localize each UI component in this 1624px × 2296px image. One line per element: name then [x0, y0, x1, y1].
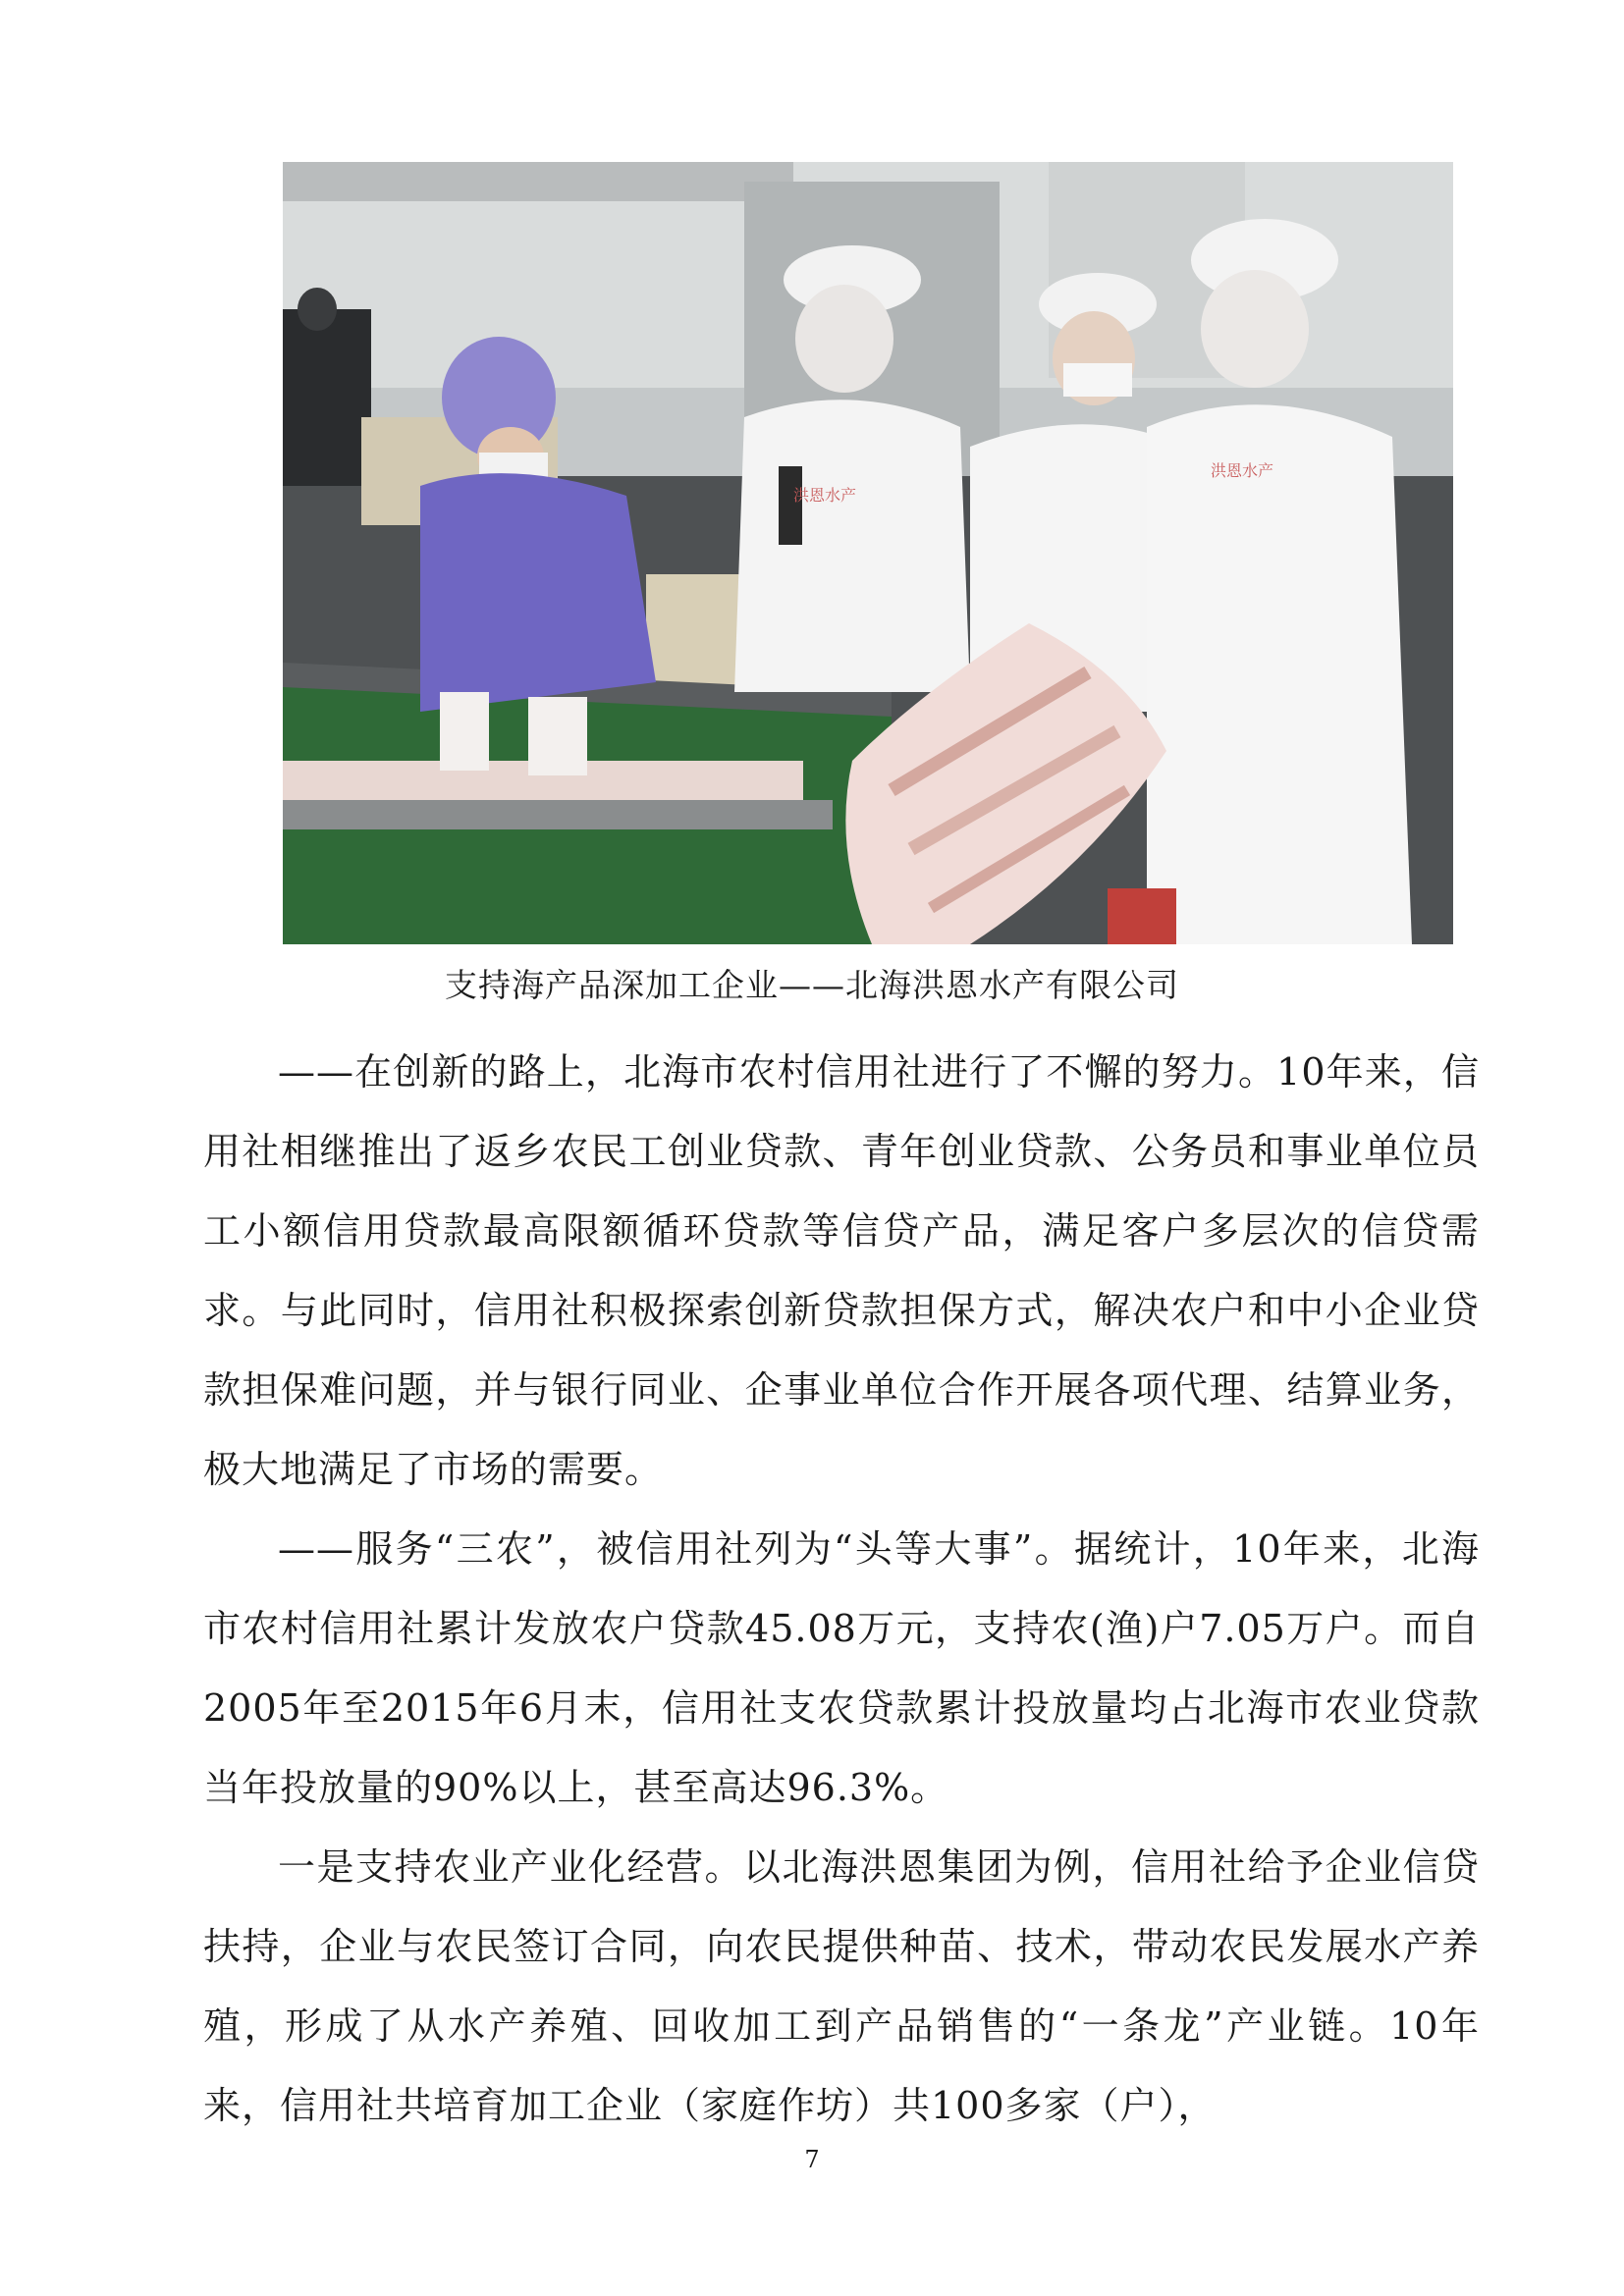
- paragraph-innovation: ——在创新的路上，北海市农村信用社进行了不懈的努力。10年来，信用社相继推出了返乡农民工创业贷款、青年创业贷款、公务员和事业单位员工小额信用贷款最高限额循环贷款等信贷产品，满足客户多层次的信贷需求。与此同时，信用社积极探索创新贷款担保方式，解决农户和中小企业贷款担保难问题，并与银行同业、企事业单位合作开展各项代理、结算业务，极大地满足了市场的需要。: [203, 1050, 1480, 1491]
- uniform-text-2: 洪恩水产: [1211, 461, 1274, 480]
- figure-caption: 支持海产品深加工企业——北海洪恩水产有限公司: [445, 966, 1179, 1004]
- factory-photo-illustration: [283, 162, 1453, 944]
- page-number: 7: [804, 2146, 820, 2173]
- uniform-text-1: 洪恩水产: [793, 486, 857, 505]
- paragraph-sannong: ——服务“三农”，被信用社列为“头等大事”。据统计，10年来，北海市农村信用社累计发放农户贷款45.08万元，支持农(渔)户7.05万户。而自2005年至2015年6月末，信用社支农贷款累计投放量均占北海市农业贷款当年投放量的90%以上，甚至高达96.3%。: [203, 1527, 1480, 1809]
- factory-photo: [283, 162, 1453, 944]
- paragraph-industrialization: 一是支持农业产业化经营。以北海洪恩集团为例，信用社给予企业信贷扶持，企业与农民签订合同，向农民提供种苗、技术，带动农民发展水产养殖，形成了从水产养殖、回收加工到产品销售的“一条龙”产业链。10年来，信用社共培育加工企业（家庭作坊）共100多家（户），: [203, 1845, 1480, 2127]
- article-body: [203, 1033, 1480, 2146]
